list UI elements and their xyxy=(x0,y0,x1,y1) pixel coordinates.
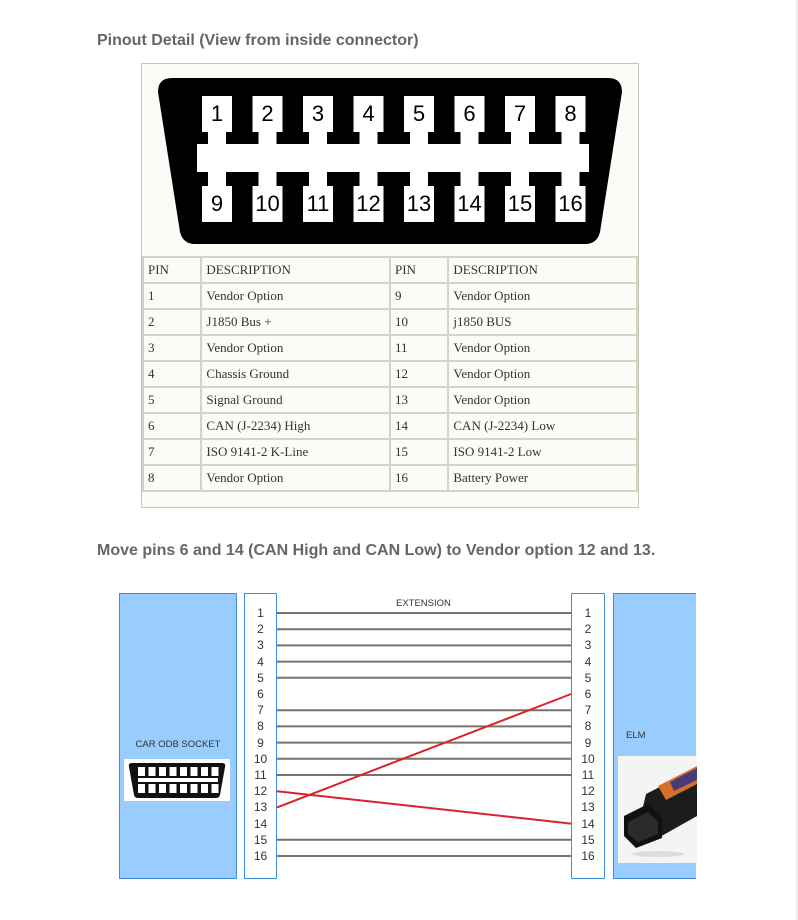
pin-description-cell: Vendor Option xyxy=(448,283,637,309)
pin-number-cell: 6 xyxy=(143,413,201,439)
wire-pin-number: 2 xyxy=(257,622,264,637)
wire-pin-number: 16 xyxy=(253,849,268,863)
connector-pin-label: 13 xyxy=(406,191,432,216)
crossed-wire-12-to-14 xyxy=(277,791,571,823)
pin-table xyxy=(142,256,638,492)
pin-number-cell: 2 xyxy=(143,309,201,335)
connector-pin-label: 7 xyxy=(513,101,527,126)
connector-pin-label: 6 xyxy=(463,101,476,126)
pin-description-cell: CAN (J-2234) High xyxy=(201,413,390,439)
wire-pin-number: 15 xyxy=(581,832,595,847)
pin-number-cell: 3 xyxy=(143,335,201,361)
wire-pin-number: 11 xyxy=(254,768,267,782)
pin-description-cell: CAN (J-2234) Low xyxy=(448,413,637,439)
connector-pin-label: 11 xyxy=(306,191,330,216)
wire-pin-number: 16 xyxy=(581,849,595,863)
obd-connector-diagram xyxy=(142,64,638,256)
wire-pin-number: 7 xyxy=(257,703,264,718)
pin-description-cell: Battery Power xyxy=(448,465,637,491)
wire-pin-number: 6 xyxy=(584,687,592,701)
pinout-heading: Pinout Detail (View from inside connector) xyxy=(97,32,419,49)
obd-socket-image xyxy=(124,759,230,801)
pinout-figure xyxy=(141,63,639,508)
instruction-heading: Move pins 6 and 14 (CAN High and CAN Low) to Vendor option 12 and 13. xyxy=(97,542,656,559)
wire-pin-number: 3 xyxy=(584,638,592,653)
wire-pin-number: 8 xyxy=(257,719,264,734)
pin-description-cell: DESCRIPTION xyxy=(448,257,637,283)
connector-pin-label: 12 xyxy=(356,191,381,216)
table-header-row xyxy=(143,257,637,283)
connector-pin-label: 2 xyxy=(261,101,274,126)
wire-pin-number: 1 xyxy=(257,606,264,620)
pin-number-cell: PIN xyxy=(390,257,448,283)
pin-number-cell: 9 xyxy=(390,283,448,309)
connector-pin-label: 5 xyxy=(412,101,426,126)
table-row xyxy=(143,335,637,361)
table-row xyxy=(143,465,637,491)
connector-pin-label: 10 xyxy=(255,191,280,216)
table-row xyxy=(143,387,637,413)
connector-pin-label: 8 xyxy=(564,101,577,126)
wire-pin-number: 7 xyxy=(584,703,592,718)
wire-pin-number: 14 xyxy=(581,816,595,831)
pin-number-cell: 11 xyxy=(390,335,448,361)
pin-description-cell: ISO 9141-2 K-Line xyxy=(201,439,390,465)
pin-number-cell: 8 xyxy=(143,465,201,491)
wire-pin-number: 11 xyxy=(581,768,595,782)
table-row xyxy=(143,439,637,465)
pin-number-cell: 1 xyxy=(143,283,201,309)
connector-pin-label: 9 xyxy=(210,191,224,216)
connector-pin-label: 1 xyxy=(210,101,224,126)
pin-description-cell: Signal Ground xyxy=(201,387,390,413)
wire-pin-number: 6 xyxy=(257,687,264,701)
wire-pin-number: 10 xyxy=(253,751,268,766)
connector-pin-label: 4 xyxy=(362,101,375,126)
wire-pin-number: 9 xyxy=(257,735,264,750)
wire-pin-number: 4 xyxy=(584,654,592,669)
wire-pin-number: 13 xyxy=(581,800,595,815)
wire-pin-number: 4 xyxy=(257,654,264,669)
pin-number-cell: 10 xyxy=(390,309,448,335)
left-pin-column xyxy=(244,593,277,879)
pin-number-cell: 12 xyxy=(390,361,448,387)
elm327-adapter-image xyxy=(618,756,697,863)
pin-number-cell: 15 xyxy=(390,439,448,465)
wire-pin-number: 12 xyxy=(253,784,268,799)
pin-description-cell: Vendor Option xyxy=(201,335,390,361)
wire-pin-number: 12 xyxy=(581,784,595,799)
pin-description-cell: DESCRIPTION xyxy=(201,257,390,283)
table-row xyxy=(143,361,637,387)
car-socket-box xyxy=(119,593,237,879)
pin-number-cell: 5 xyxy=(143,387,201,413)
pin-description-cell: Vendor Option xyxy=(448,335,637,361)
pin-description-cell: ISO 9141-2 Low xyxy=(448,439,637,465)
connector-pin-label: 14 xyxy=(457,191,482,216)
wire-pin-number: 3 xyxy=(257,638,264,653)
wire-pin-number: 5 xyxy=(584,670,592,685)
pin-number-cell: 13 xyxy=(390,387,448,413)
wire-pin-number: 9 xyxy=(584,735,592,750)
pin-description-cell: j1850 BUS xyxy=(448,309,637,335)
pin-number-cell: 14 xyxy=(390,413,448,439)
extension-label: EXTENSION xyxy=(396,598,451,609)
pin-number-cell: 7 xyxy=(143,439,201,465)
right-pin-column xyxy=(571,593,605,879)
elm-label: ELM xyxy=(626,730,646,741)
wire-pin-number: 5 xyxy=(257,670,264,685)
pin-description-cell: Vendor Option xyxy=(201,465,390,491)
wire-pin-number: 2 xyxy=(584,622,592,637)
wire-pin-number: 15 xyxy=(253,832,268,847)
elm-box xyxy=(613,593,696,879)
connector-pin-label: 16 xyxy=(558,191,583,216)
wire-pin-number: 1 xyxy=(584,606,592,620)
pin-number-cell: PIN xyxy=(143,257,201,283)
pin-description-cell: Vendor Option xyxy=(448,387,637,413)
connector-pin-label: 3 xyxy=(311,101,325,126)
pin-number-cell: 16 xyxy=(390,465,448,491)
table-row xyxy=(143,309,637,335)
pin-number-cell: 4 xyxy=(143,361,201,387)
connector-pin-label: 15 xyxy=(507,191,533,216)
wire-pin-number: 10 xyxy=(581,751,595,766)
pin-description-cell: J1850 Bus + xyxy=(201,309,390,335)
pin-description-cell: Vendor Option xyxy=(201,283,390,309)
wire-pin-number: 13 xyxy=(253,800,268,815)
pin-description-cell: Vendor Option xyxy=(448,361,637,387)
wire-pin-number: 8 xyxy=(584,719,592,734)
pin-description-cell: Chassis Ground xyxy=(201,361,390,387)
table-row xyxy=(143,413,637,439)
wire-pin-number: 14 xyxy=(253,816,268,831)
car-socket-label: CAR ODB SOCKET xyxy=(135,739,221,750)
table-row xyxy=(143,283,637,309)
crossed-wire-13-to-6 xyxy=(277,694,571,807)
